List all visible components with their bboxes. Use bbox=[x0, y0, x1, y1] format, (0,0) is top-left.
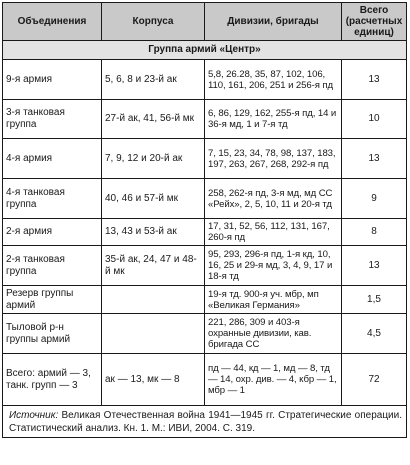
table-row bbox=[3, 139, 407, 179]
header-corps: Корпуса bbox=[102, 3, 205, 41]
cell-formation: 2-я танковая группа bbox=[3, 246, 102, 286]
cell-total: 13 bbox=[342, 60, 407, 100]
cell-formation: 4-я армия bbox=[3, 139, 102, 179]
header-formation: Объединения bbox=[3, 3, 102, 41]
totals-row bbox=[3, 354, 407, 406]
cell-total: 10 bbox=[342, 100, 407, 139]
cell-corps bbox=[102, 314, 205, 354]
cell-corps: 40, 46 и 57-й мк bbox=[102, 179, 205, 219]
group-title-row bbox=[3, 41, 407, 60]
cell-corps: 35-й ак, 24, 47 и 48-й мк bbox=[102, 246, 205, 286]
cell-divisions: 258, 262-я пд, 3-я мд, мд СС «Рейх», 2, 5, 10, 11 и 20-я тд bbox=[205, 179, 342, 219]
cell-corps: 7, 9, 12 и 20-й ак bbox=[102, 139, 205, 179]
source-label: Источник: bbox=[9, 409, 59, 421]
cell-divisions: 5,8, 26.28, 35, 87, 102, 106, 110, 161, 206, 251 и 256-я пд bbox=[205, 60, 342, 100]
table-row bbox=[3, 179, 407, 219]
cell-divisions: 221, 286, 309 и 403-я охранные дивизии, кав. бригада СС bbox=[205, 314, 342, 354]
table-row bbox=[3, 60, 407, 100]
source-note bbox=[3, 406, 407, 438]
cell-formation: 2-я армия bbox=[3, 219, 102, 246]
cell-divisions: 95, 293, 296-я пд, 1-я кд, 10, 16, 25 и 29-я мд, 3, 4, 9, 17 и 18-я тд bbox=[205, 246, 342, 286]
cell-divisions: 17, 31, 52, 56, 112, 131, 167, 260-я пд bbox=[205, 219, 342, 246]
cell-corps: 5, 6, 8 и 23-й ак bbox=[102, 60, 205, 100]
cell-formation: 4-я танковая группа bbox=[3, 179, 102, 219]
cell-total: 1,5 bbox=[342, 286, 407, 314]
source-row bbox=[3, 406, 407, 438]
cell-total: 13 bbox=[342, 246, 407, 286]
header-row bbox=[3, 3, 407, 41]
cell-divisions: 19-я тд. 900-я уч. мбр, мп «Великая Германия» bbox=[205, 286, 342, 314]
cell-total: 13 bbox=[342, 139, 407, 179]
cell-corps: 13, 43 и 53-й ак bbox=[102, 219, 205, 246]
table-row bbox=[3, 314, 407, 354]
cell-corps: ак — 13, мк — 8 bbox=[102, 354, 205, 406]
cell-formation: 3-я танковая группа bbox=[3, 100, 102, 139]
header-total: Всего (расчетных единиц) bbox=[342, 3, 407, 41]
cell-formation: Тыловой р-н группы армий bbox=[3, 314, 102, 354]
group-title: Группа армий «Центр» bbox=[3, 41, 407, 60]
table-row bbox=[3, 246, 407, 286]
cell-formation: Всего: армий — 3, танк. групп — 3 bbox=[3, 354, 102, 406]
cell-divisions: 6, 86, 129, 162, 255-я пд, 14 и 36-я мд, 1 и 7-я тд bbox=[205, 100, 342, 139]
source-text: Великая Отечественная война 1941—1945 гг. Стратегические операции. Статистический анализ. Кн. 1. М.: ИВИ, 2004. С. 319. bbox=[9, 409, 402, 434]
table-row bbox=[3, 219, 407, 246]
cell-corps: 27-й ак, 41, 56-й мк bbox=[102, 100, 205, 139]
cell-total: 9 bbox=[342, 179, 407, 219]
cell-divisions: 7, 15, 23, 34, 78, 98, 137, 183, 197, 263, 267, 268, 292-я пд bbox=[205, 139, 342, 179]
table-container bbox=[2, 2, 406, 438]
cell-total: 72 bbox=[342, 354, 407, 406]
table-row bbox=[3, 100, 407, 139]
cell-divisions: пд — 44, кд — 1, мд — 8, тд — 14, охр. див. — 4, кбр — 1, мбр — 1 bbox=[205, 354, 342, 406]
cell-total: 4,5 bbox=[342, 314, 407, 354]
table-row bbox=[3, 286, 407, 314]
cell-formation: Резерв группы армий bbox=[3, 286, 102, 314]
cell-corps bbox=[102, 286, 205, 314]
cell-total: 8 bbox=[342, 219, 407, 246]
forces-table bbox=[2, 2, 407, 438]
header-divisions: Дивизии, бригады bbox=[205, 3, 342, 41]
cell-formation: 9-я армия bbox=[3, 60, 102, 100]
